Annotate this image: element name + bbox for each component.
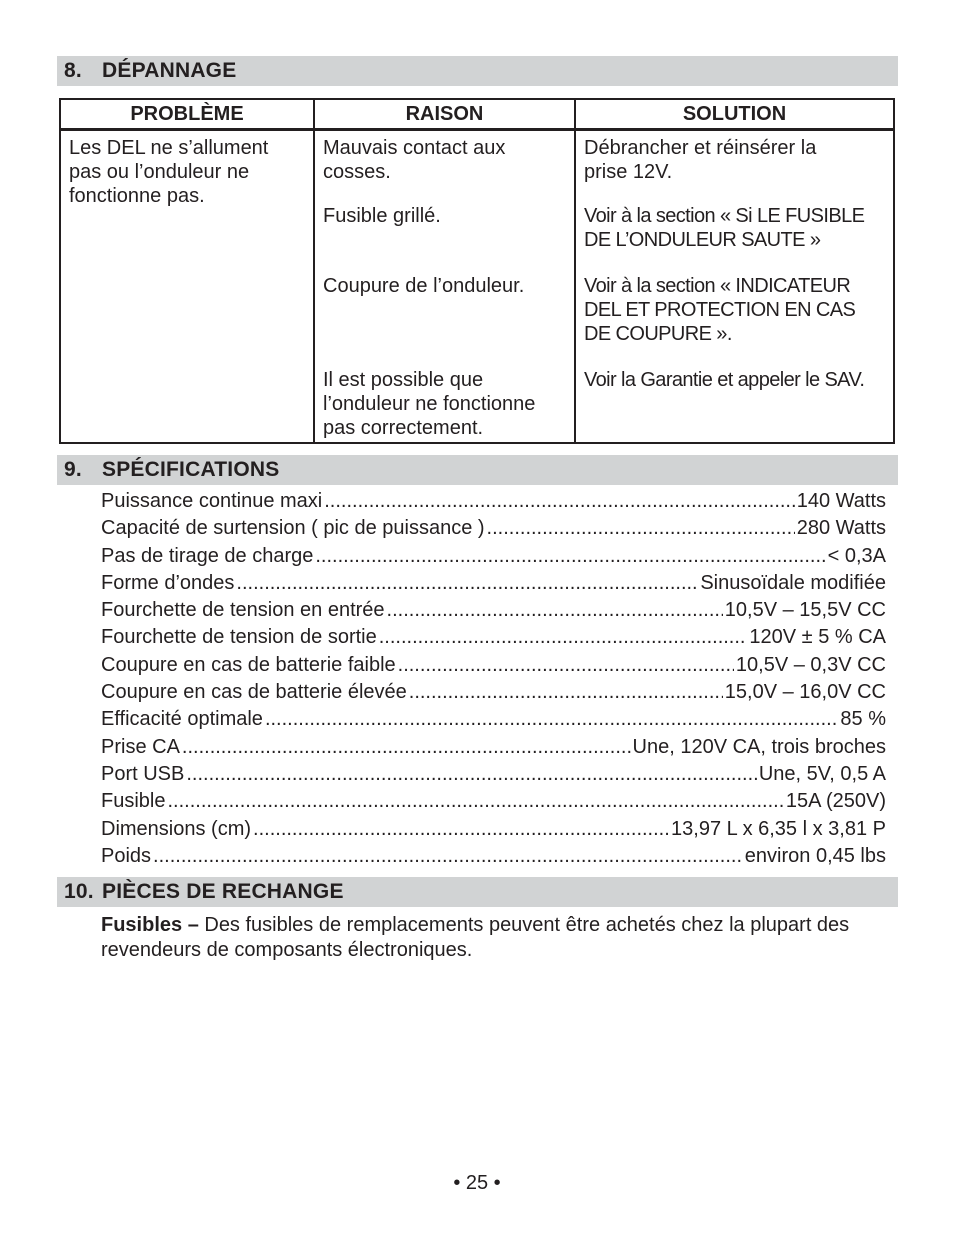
leader-dots — [387, 597, 723, 624]
spec-row — [101, 652, 886, 679]
spec-row — [101, 570, 886, 597]
spec-label: Fourchette de tension en entrée — [101, 599, 385, 622]
spec-value: 140 Watts — [796, 490, 886, 512]
reason-text: Coupure de l’onduleur. — [323, 275, 525, 297]
spec-label: Forme d’ondes — [101, 571, 235, 594]
spec-row — [101, 788, 886, 815]
leader-dots — [379, 624, 748, 651]
section-title: SPÉCIFICATIONS — [102, 458, 280, 481]
section-number: 9. — [64, 458, 82, 481]
spec-row — [101, 679, 886, 706]
spec-label: Prise CA — [101, 735, 180, 758]
spec-label: Coupure en cas de batterie élevée — [101, 681, 407, 704]
spec-value: 15A (250V) — [785, 790, 886, 813]
solution-text: Voir à la section « Si LE FUSIBLE DE L’ONDULEUR SAUTE » — [584, 205, 865, 251]
spec-value: 120V ± 5 % CA — [749, 626, 886, 649]
spec-row — [101, 761, 886, 788]
fuses-text: Des fusibles de remplacements peuvent être achetés chez la plupart des revendeurs de composants électroniques. — [101, 914, 850, 961]
spec-value: 15,0V – 16,0V CC — [724, 681, 886, 704]
solution-text: Voir à la section « INDICATEUR DEL ET PROTECTION EN CAS DE COUPURE ». — [584, 275, 856, 345]
table-row — [60, 130, 894, 444]
specifications-list — [101, 488, 886, 870]
spec-label: Fusible — [101, 790, 166, 813]
spec-label: Efficacité optimale — [101, 708, 263, 731]
leader-dots — [153, 843, 743, 870]
spec-value: 13,97 L x 6,35 l x 3,81 P — [671, 817, 886, 840]
reason-cell — [314, 130, 575, 444]
spec-value: 280 Watts — [796, 517, 886, 540]
section-title: DÉPANNAGE — [102, 59, 237, 82]
leader-dots — [265, 706, 838, 733]
fuses-lead: Fusibles – — [101, 914, 199, 936]
spec-row — [101, 816, 886, 843]
spec-row — [101, 624, 886, 651]
spec-row — [101, 597, 886, 624]
leader-dots — [236, 570, 698, 597]
page-number: • 25 • — [453, 1172, 501, 1194]
spec-value: Une, 5V, 0,5 A — [758, 762, 886, 785]
reason-text: Mauvais contact aux cosses. — [323, 137, 506, 183]
spec-value: < 0,3A — [827, 544, 886, 567]
leader-dots — [409, 679, 723, 706]
solution-cell — [575, 130, 894, 444]
reason-text: Fusible grillé. — [323, 205, 441, 227]
leader-dots — [324, 488, 794, 515]
spec-label: Poids — [101, 844, 152, 867]
leader-dots — [167, 788, 783, 815]
spec-label: Port USB — [101, 762, 185, 785]
spec-row — [101, 488, 886, 515]
solution-text: Débrancher et réinsérer la prise 12V. — [584, 137, 817, 183]
section-heading-spare-parts — [57, 877, 898, 907]
column-header-reason: RAISON — [314, 99, 575, 130]
section-heading-specifications — [57, 455, 898, 485]
leader-dots — [487, 515, 795, 542]
section-number: 10. — [64, 880, 94, 903]
section-title: PIÈCES DE RECHANGE — [102, 880, 344, 903]
spec-value: 10,5V – 15,5V CC — [724, 599, 886, 622]
reason-text: Il est possible que l’onduleur ne fonctionne pas correctement. — [323, 369, 536, 439]
table-header-row — [60, 99, 894, 130]
spec-label: Capacité de surtension ( pic de puissance ) — [101, 517, 485, 540]
leader-dots — [186, 761, 757, 788]
leader-dots — [253, 816, 669, 843]
spec-label: Pas de tirage de charge — [101, 544, 314, 567]
spare-parts-paragraph — [101, 913, 891, 963]
spec-label: Dimensions (cm) — [101, 817, 252, 840]
spec-value: Sinusoïdale modifiée — [700, 571, 886, 594]
solution-text: Voir la Garantie et appeler le SAV. — [584, 369, 865, 391]
spec-value: 10,5V – 0,3V CC — [735, 653, 886, 676]
section-heading-troubleshooting — [57, 56, 898, 86]
spec-row — [101, 734, 886, 761]
spec-value: 85 % — [840, 708, 886, 731]
troubleshooting-table — [59, 98, 895, 444]
column-header-problem: PROBLÈME — [60, 99, 314, 130]
spec-row — [101, 843, 886, 870]
problem-text: Les DEL ne s’allument pas ou l’onduleur ne fonctionne pas. — [69, 137, 269, 207]
spec-label: Fourchette de tension de sortie — [101, 626, 377, 649]
spec-value: environ 0,45 lbs — [744, 844, 886, 867]
spec-label: Puissance continue maxi — [101, 490, 323, 512]
problem-cell — [60, 130, 314, 444]
spec-row — [101, 543, 886, 570]
spec-label: Coupure en cas de batterie faible — [101, 653, 396, 676]
section-number: 8. — [64, 59, 82, 82]
leader-dots — [398, 652, 734, 679]
leader-dots — [315, 543, 825, 570]
leader-dots — [182, 734, 631, 761]
spec-value: Une, 120V CA, trois broches — [632, 735, 886, 758]
column-header-solution: SOLUTION — [575, 99, 894, 130]
spec-row — [101, 515, 886, 542]
spec-row — [101, 706, 886, 733]
